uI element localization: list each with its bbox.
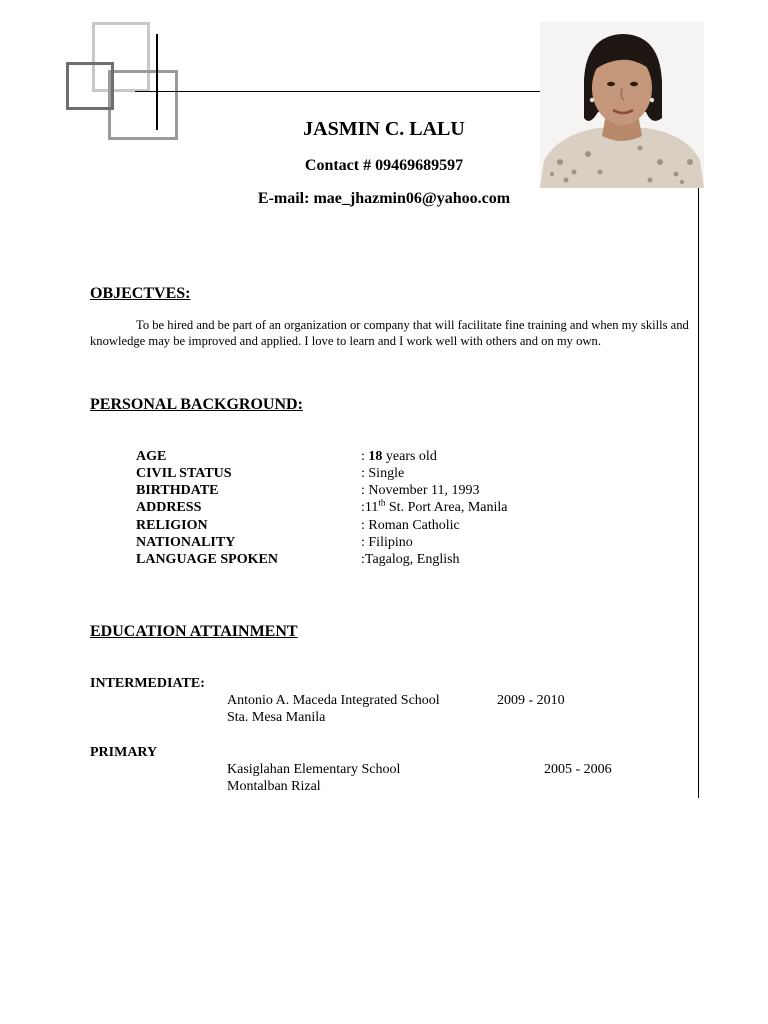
age-label: AGE (136, 449, 167, 464)
religion-value: : Roman Catholic (361, 518, 460, 533)
language-label: LANGUAGE SPOKEN (136, 552, 278, 567)
objectives-body: To be hired and be part of an organization or company that will facilitate fine training and when my skills and knowledge may be improved and applied. I love to learn and I work well with others and on my own. (90, 318, 689, 348)
address-value: :11th St. Port Area, Manila (361, 497, 508, 515)
nationality-label: NATIONALITY (136, 535, 236, 550)
applicant-name: JASMIN C. LALU (303, 118, 465, 140)
education-heading: EDUCATION ATTAINMENT (90, 623, 298, 640)
email-address: E-mail: mae_jhazmin06@yahoo.com (257, 190, 511, 207)
personal-background-heading: PERSONAL BACKGROUND: (90, 396, 303, 413)
primary-location: Montalban Rizal (227, 779, 321, 794)
primary-label: PRIMARY (90, 745, 158, 760)
birthdate-label: BIRTHDATE (136, 483, 219, 498)
nationality-value: : Filipino (361, 535, 413, 550)
intermediate-label: INTERMEDIATE: (90, 676, 205, 691)
primary-school: Kasiglahan Elementary School (227, 762, 401, 777)
civil-status-label: CIVIL STATUS (136, 466, 232, 481)
birthdate-value: : November 11, 1993 (361, 483, 480, 498)
objectives-text (90, 318, 690, 349)
intermediate-location: Sta. Mesa Manila (227, 710, 326, 725)
right-margin-rule (698, 188, 699, 798)
language-value: :Tagalog, English (361, 552, 460, 567)
decor-square-dark (66, 62, 114, 110)
primary-years: 2005 - 2006 (544, 762, 612, 777)
objectives-heading: OBJECTVES: (90, 285, 191, 302)
intermediate-school: Antonio A. Maceda Integrated School (227, 693, 440, 708)
age-value: : 18 years old (361, 449, 437, 464)
religion-label: RELIGION (136, 518, 208, 533)
header-rule (135, 91, 541, 92)
address-label: ADDRESS (136, 500, 202, 515)
decor-vertical-line (156, 34, 158, 130)
contact-number: Contact # 09469689597 (304, 157, 464, 174)
intermediate-years: 2009 - 2010 (497, 693, 565, 708)
civil-status-value: : Single (361, 466, 405, 481)
